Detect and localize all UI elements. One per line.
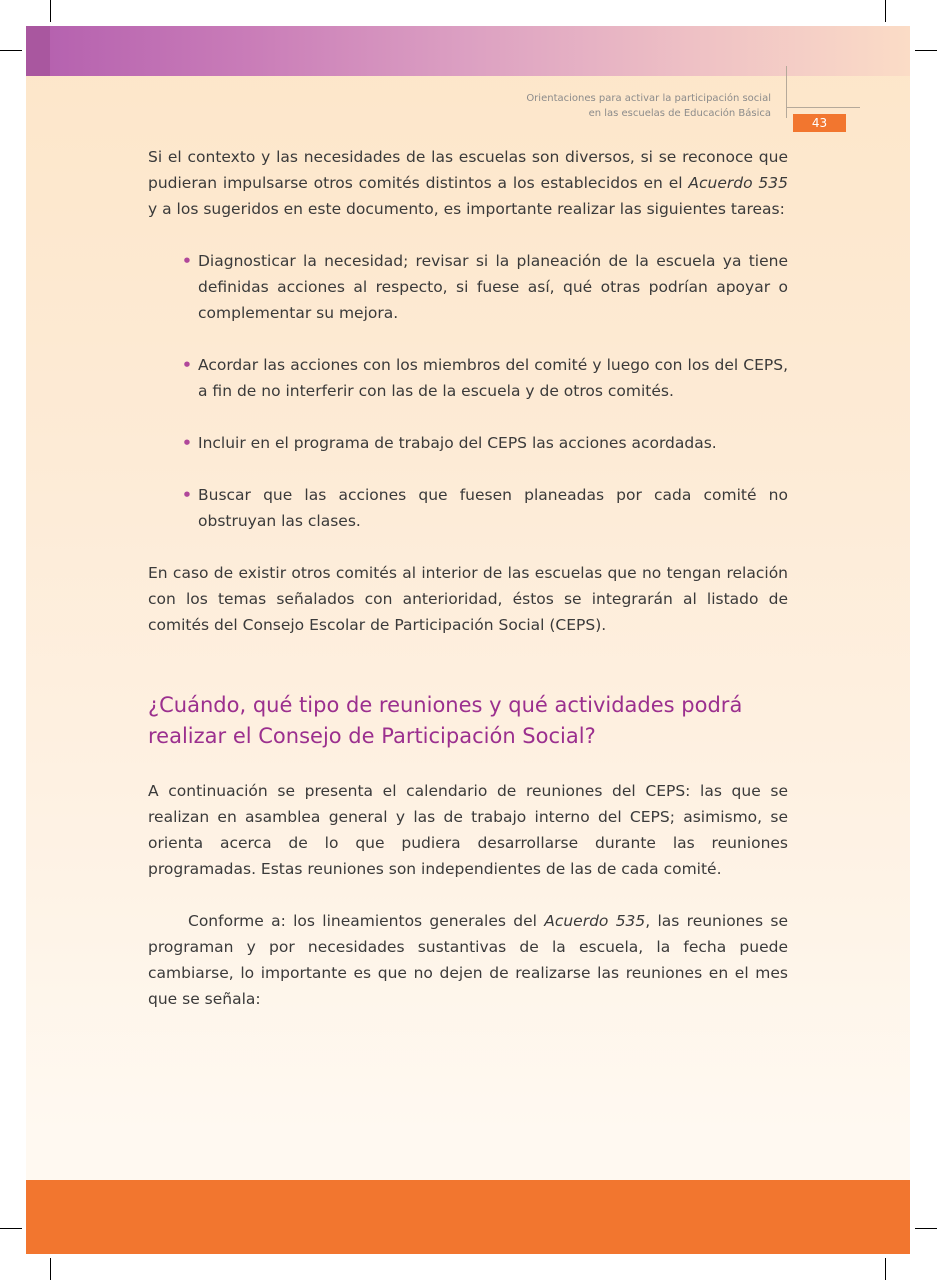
list-item: • Diagnosticar la necesidad; revisar si la planeación de la escuela ya tiene definidas acciones al respecto, si fuese así, qué otras podrían apoyar o complementar su mejora. bbox=[198, 248, 788, 326]
running-header-line-1: Orientaciones para activar la participación social bbox=[526, 93, 771, 104]
crop-mark bbox=[915, 50, 937, 51]
running-header-line-2: en las escuelas de Educación Básica bbox=[588, 108, 771, 119]
intro-paragraph: Si el contexto y las necesidades de las escuelas son diversos, si se reconoce que pudieran impulsarse otros comités distintos a los establecidos en el Acuerdo 535 y a los sugeridos en este documento, es importante realizar las siguientes tareas: bbox=[148, 148, 788, 218]
crop-mark bbox=[50, 1258, 51, 1280]
header-divider-vertical bbox=[786, 66, 787, 118]
calendar-paragraph: A continuación se presenta el calendario de reuniones del CEPS: las que se realizan en asamblea general y las de trabajo interno del CEPS; asimismo, se orienta acerca de lo que pudiera desarrollarse durante las reuniones programadas. Estas reuniones son independientes de las de cada comité. bbox=[148, 782, 788, 878]
crop-mark bbox=[885, 0, 886, 22]
running-header bbox=[526, 91, 771, 121]
crop-mark bbox=[915, 1228, 937, 1229]
list-item: • Acordar las acciones con los miembros del comité y luego con los del CEPS, a fin de no interferir con las de la escuela y de otros comités. bbox=[198, 352, 788, 404]
crop-mark bbox=[0, 1228, 22, 1229]
top-color-band bbox=[26, 26, 910, 76]
main-content bbox=[148, 144, 788, 1012]
bullet-icon: • bbox=[182, 356, 192, 374]
bullet-icon: • bbox=[182, 434, 192, 452]
section-heading: ¿Cuándo, qué tipo de reuniones y qué actividades podrá realizar el Consejo de Participación Social? bbox=[148, 693, 743, 748]
list-item: • Incluir en el programa de trabajo del CEPS las acciones acordadas. bbox=[198, 430, 788, 456]
other-committees-paragraph: En caso de existir otros comités al interior de las escuelas que no tengan relación con los temas señalados con anterioridad, éstos se integrarán al listado de comités del Consejo Escolar de Participación Social (CEPS). bbox=[148, 564, 788, 634]
crop-mark bbox=[885, 1258, 886, 1280]
bullet-icon: • bbox=[182, 252, 192, 270]
bottom-color-band bbox=[26, 1180, 910, 1254]
document-page bbox=[26, 26, 910, 1254]
conforme-paragraph: Conforme a: los lineamientos generales del Acuerdo 535, las reuniones se programan y por necesidades sustantivas de la escuela, la fecha puede cambiarse, lo importante es que no dejen de realizarse las reuniones en el mes que se señala: bbox=[148, 912, 789, 1008]
crop-mark bbox=[0, 50, 22, 51]
task-list bbox=[148, 248, 788, 534]
top-band-edge bbox=[26, 26, 50, 76]
bullet-icon: • bbox=[182, 486, 192, 504]
crop-mark bbox=[50, 0, 51, 22]
list-item: • Buscar que las acciones que fuesen planeadas por cada comité no obstruyan las clases. bbox=[198, 482, 788, 534]
header-divider-horizontal bbox=[786, 107, 860, 108]
page-number-badge: 43 bbox=[793, 114, 846, 132]
